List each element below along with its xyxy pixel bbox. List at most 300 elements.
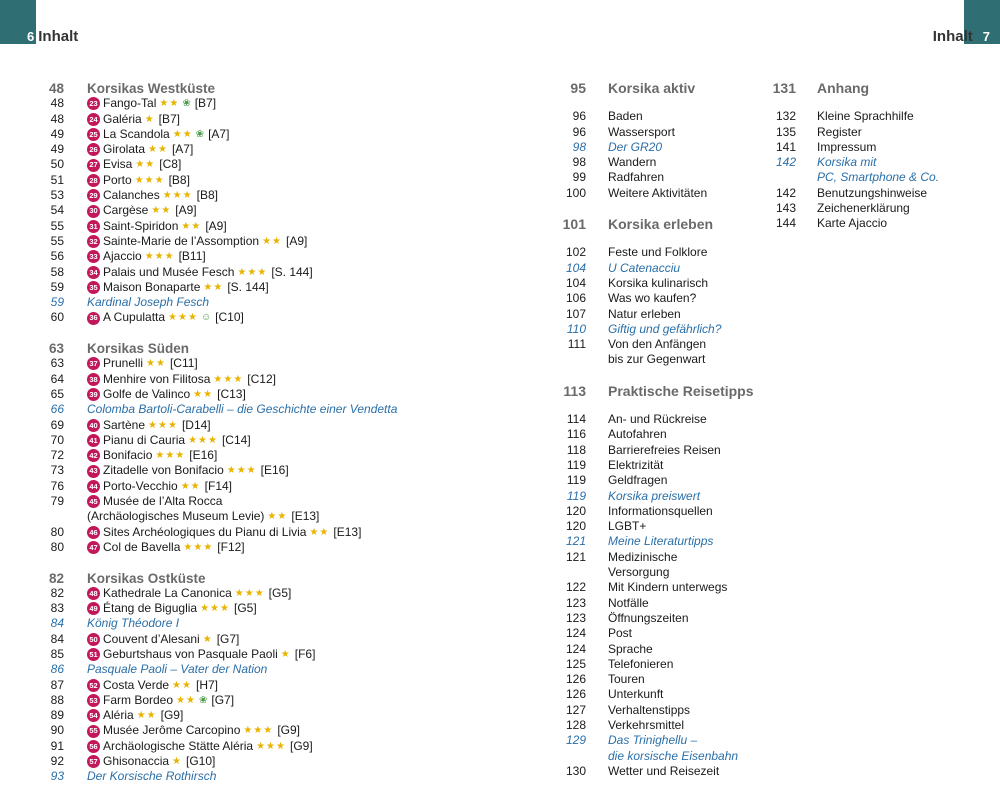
toc-entry[interactable] xyxy=(558,170,754,185)
section-heading[interactable] xyxy=(766,81,939,96)
entry-title: Korsikas Ostküste xyxy=(87,570,206,586)
entry-title: Zeichenerklärung xyxy=(817,201,910,216)
feature-entry[interactable] xyxy=(40,662,397,677)
rating-stars-icon: ★★★ xyxy=(168,312,198,324)
entry-title: Barrierefreies Reisen xyxy=(608,442,721,457)
toc-entry[interactable] xyxy=(40,142,397,157)
toc-entry[interactable] xyxy=(766,186,939,201)
toc-entry[interactable] xyxy=(40,678,397,693)
page-number: 121 xyxy=(565,549,586,564)
toc-entry[interactable] xyxy=(40,127,397,142)
toc-entry[interactable] xyxy=(766,125,939,140)
entry-title: Korsika aktiv xyxy=(608,80,696,96)
page-number: 127 xyxy=(565,702,586,717)
entry-title: Touren xyxy=(608,672,645,687)
rating-stars-icon: ★★★ xyxy=(243,725,274,737)
toc-entry[interactable] xyxy=(40,693,397,708)
page-number: 118 xyxy=(566,442,586,457)
entry-title: Kleine Sprachhilfe xyxy=(817,109,914,124)
page-number: 76 xyxy=(50,478,64,493)
sight-number-badge: 57 xyxy=(87,755,100,768)
toc-entry[interactable] xyxy=(766,201,939,216)
page-number: 87 xyxy=(50,677,64,692)
entry-title: Autofahren xyxy=(608,427,667,442)
page-number: 63 xyxy=(48,341,64,357)
rating-stars-icon: ★★ xyxy=(176,694,196,706)
page-number: 73 xyxy=(50,463,64,478)
sight-number-badge: 41 xyxy=(87,434,100,447)
entry-title: Calanches xyxy=(103,188,160,203)
feature-entry[interactable] xyxy=(40,616,397,631)
page-number: 82 xyxy=(50,585,64,600)
sight-number-badge: 50 xyxy=(87,633,100,646)
sight-number-badge: 27 xyxy=(87,159,100,172)
page-number: 141 xyxy=(775,139,796,154)
toc-entry[interactable] xyxy=(558,580,754,595)
toc-entry[interactable] xyxy=(558,412,754,427)
page-number: 70 xyxy=(50,432,64,447)
sight-number-badge: 52 xyxy=(87,679,100,692)
feature-entry[interactable] xyxy=(558,322,754,337)
toc-entry[interactable] xyxy=(40,525,397,540)
page-number: 142 xyxy=(775,155,796,170)
toc-entry[interactable] xyxy=(40,234,397,249)
toc-entry[interactable] xyxy=(40,739,397,754)
entry-title: Natur erleben xyxy=(608,306,681,321)
toc-entry[interactable] xyxy=(558,443,754,458)
page-number: 53 xyxy=(50,188,64,203)
entry-title: Cargèse xyxy=(103,203,149,218)
toc-entry[interactable] xyxy=(40,586,397,601)
toc-entry[interactable] xyxy=(558,764,754,779)
feature-entry[interactable] xyxy=(766,170,939,185)
entry-title: Verkehrsmittel xyxy=(608,717,685,732)
page-number: 98 xyxy=(572,155,586,170)
map-grid-reference: [C11] xyxy=(169,356,198,371)
entry-title: Wandern xyxy=(608,155,657,170)
entry-title: Der GR20 xyxy=(608,139,663,154)
toc-entry[interactable] xyxy=(558,245,754,260)
entry-title: Porto xyxy=(103,172,132,187)
entry-title: Étang de Biguglia xyxy=(103,601,198,616)
page-number: 69 xyxy=(50,417,64,432)
map-grid-reference: [B8] xyxy=(168,172,190,187)
toc-entry[interactable] xyxy=(558,611,754,626)
sight-number-badge: 42 xyxy=(87,449,100,462)
right-page-header xyxy=(933,28,990,45)
page-number: 82 xyxy=(48,570,64,586)
toc-entry[interactable] xyxy=(558,642,754,657)
sight-number-badge: 33 xyxy=(87,250,100,263)
page-number: 86 xyxy=(50,662,64,677)
page-number: 85 xyxy=(50,646,64,661)
page-number: 125 xyxy=(565,656,586,671)
feature-entry[interactable] xyxy=(40,402,397,417)
entry-title: Korsika erleben xyxy=(608,216,714,233)
entry-title: Korsikas Süden xyxy=(87,341,190,357)
entry-title: Kathedrale La Canonica xyxy=(103,585,232,600)
page-number: 116 xyxy=(566,427,586,442)
toc-entry[interactable] xyxy=(766,216,939,231)
rating-stars-icon: ★★ xyxy=(136,710,157,722)
rating-stars-icon: ★★★ xyxy=(183,541,214,553)
toc-entry[interactable] xyxy=(558,458,754,473)
sight-number-badge: 28 xyxy=(87,174,100,187)
entry-title: Verhaltenstipps xyxy=(608,702,691,717)
entry-title: Sites Archéologiques du Pianu di Livia xyxy=(103,524,307,539)
rating-stars-icon: ★ xyxy=(202,633,213,645)
page-number: 63 xyxy=(50,356,64,371)
entry-title: Prunelli xyxy=(103,356,144,371)
toc-entry[interactable] xyxy=(40,433,397,448)
page-number: 143 xyxy=(775,201,796,216)
entry-title: Archäologische Stätte Aléria xyxy=(103,738,254,753)
rating-stars-icon: ★★ xyxy=(172,679,192,691)
sight-number-badge: 38 xyxy=(87,373,100,386)
sight-number-badge: 36 xyxy=(87,312,100,325)
entry-title: Das Trinighellu – xyxy=(608,733,698,748)
entry-title: (Archäologisches Museum Levie) xyxy=(87,509,265,524)
toc-entry[interactable] xyxy=(40,708,397,723)
toc-entry[interactable] xyxy=(40,601,397,616)
page-number: 66 xyxy=(50,402,64,417)
map-grid-reference: [B8] xyxy=(196,188,218,203)
entry-title: Unterkunft xyxy=(608,687,664,702)
toc-entry[interactable] xyxy=(40,112,397,127)
toc-entry[interactable] xyxy=(558,155,754,170)
toc-entry[interactable] xyxy=(558,657,754,672)
page-number: 144 xyxy=(775,216,796,231)
feature-entry[interactable] xyxy=(558,534,754,549)
page-number: 96 xyxy=(572,109,586,124)
feature-entry[interactable] xyxy=(40,295,397,310)
map-grid-reference: [B7] xyxy=(194,96,217,111)
toc-entry[interactable] xyxy=(40,372,397,387)
section-heading[interactable] xyxy=(40,341,397,356)
entry-title: Porto-Vecchio xyxy=(103,478,178,493)
sight-number-badge: 40 xyxy=(87,419,100,432)
rating-stars-icon: ★★ xyxy=(203,281,224,293)
map-grid-reference: [C8] xyxy=(159,157,182,172)
page-number: 126 xyxy=(565,672,586,687)
entry-title: Mit Kindern unterwegs xyxy=(608,580,728,595)
sight-number-badge: 51 xyxy=(87,648,100,661)
toc-entry[interactable] xyxy=(558,109,754,124)
toc-entry[interactable] xyxy=(40,479,397,494)
highlight-icon: ❀ xyxy=(182,98,191,110)
map-grid-reference: [F6] xyxy=(294,646,316,661)
entry-title: die korsische Eisenbahn xyxy=(608,748,739,763)
toc-entry[interactable] xyxy=(558,687,754,702)
map-grid-reference: [G9] xyxy=(290,738,313,753)
map-grid-reference: [F12] xyxy=(217,539,245,554)
entry-title: Notfälle xyxy=(608,595,649,610)
page-number: 101 xyxy=(562,216,586,233)
map-grid-reference: [S. 144] xyxy=(271,264,313,279)
section-heading[interactable] xyxy=(40,81,397,96)
rating-stars-icon: ★★ xyxy=(193,388,214,400)
toc-entry[interactable] xyxy=(558,672,754,687)
page-number: 65 xyxy=(50,386,64,401)
map-grid-reference: [H7] xyxy=(195,677,218,692)
map-grid-reference: [G5] xyxy=(233,601,257,616)
entry-title: Aléria xyxy=(103,708,134,723)
page-number: 107 xyxy=(565,306,586,321)
rating-stars-icon: ★★ xyxy=(180,480,201,492)
toc-entry[interactable] xyxy=(558,186,754,201)
toc-entry[interactable] xyxy=(40,96,397,111)
page-number: 93 xyxy=(50,769,64,784)
entry-title: Weitere Aktivitäten xyxy=(608,185,708,200)
page-number: 123 xyxy=(565,610,586,625)
toc-entry[interactable] xyxy=(40,310,397,325)
rating-stars-icon: ★★★ xyxy=(226,465,257,477)
page-number: 48 xyxy=(50,96,64,111)
page-number: 83 xyxy=(50,601,64,616)
toc-entry[interactable] xyxy=(40,647,397,662)
page-number: 99 xyxy=(572,170,586,185)
map-grid-reference: [G7] xyxy=(211,692,235,707)
page-number: 126 xyxy=(565,687,586,702)
entry-title: Girolata xyxy=(103,142,146,157)
toc-entry[interactable] xyxy=(558,550,754,565)
entry-title: Pianu di Cauria xyxy=(103,432,186,447)
page-number: 113 xyxy=(563,382,586,399)
page-number: 88 xyxy=(50,692,64,707)
spacer xyxy=(558,368,754,384)
left-header-title: Inhalt xyxy=(38,28,79,45)
toc-column-regions xyxy=(40,81,397,785)
entry-title: Col de Bavella xyxy=(103,539,181,554)
map-grid-reference: [E16] xyxy=(260,463,289,478)
toc-entry[interactable] xyxy=(40,219,397,234)
toc-entry[interactable] xyxy=(40,448,397,463)
map-grid-reference: [E13] xyxy=(291,509,320,524)
toc-entry[interactable] xyxy=(40,280,397,295)
entry-title: Galéria xyxy=(103,111,142,126)
page-number: 114 xyxy=(566,412,586,427)
toc-entry[interactable] xyxy=(558,291,754,306)
page-number: 91 xyxy=(50,738,64,753)
toc-entry[interactable] xyxy=(766,140,939,155)
rating-stars-icon: ★★ xyxy=(267,511,288,523)
page-number: 120 xyxy=(565,503,586,518)
entry-title: Post xyxy=(608,626,633,641)
entry-title: An- und Rückreise xyxy=(608,412,707,427)
entry-title: Register xyxy=(817,124,862,139)
page-number: 80 xyxy=(50,524,64,539)
toc-entry[interactable] xyxy=(40,723,397,738)
toc-entry[interactable] xyxy=(558,125,754,140)
toc-entry[interactable] xyxy=(40,754,397,769)
rating-stars-icon: ★★ xyxy=(159,98,180,110)
map-grid-reference: [E13] xyxy=(333,524,362,539)
rating-stars-icon: ★★★ xyxy=(256,740,286,752)
toc-entry[interactable] xyxy=(558,519,754,534)
rating-stars-icon: ★★★ xyxy=(155,450,186,462)
toc-entry[interactable] xyxy=(558,504,754,519)
toc-entry[interactable] xyxy=(40,173,397,188)
page-number: 131 xyxy=(772,80,796,96)
page-number: 121 xyxy=(565,534,586,549)
sight-number-badge: 29 xyxy=(87,189,100,202)
rating-stars-icon: ★ xyxy=(144,113,155,125)
rating-stars-icon: ★★ xyxy=(151,205,172,217)
entry-title: Elektrizität xyxy=(608,457,664,472)
map-grid-reference: [G7] xyxy=(216,631,240,646)
map-grid-reference: [S. 144] xyxy=(227,279,269,294)
page-number: 129 xyxy=(565,733,586,748)
page-number: 80 xyxy=(50,539,64,554)
entry-title: Korsika preiswert xyxy=(608,488,701,503)
section-heading[interactable] xyxy=(558,217,754,232)
toc-entry[interactable] xyxy=(558,337,754,352)
entry-title: Farm Bordeo xyxy=(103,692,174,707)
page-number: 48 xyxy=(50,111,64,126)
rating-stars-icon: ★ xyxy=(172,756,183,768)
toc-entry[interactable] xyxy=(40,540,397,555)
page-number: 124 xyxy=(565,641,586,656)
entry-title: Versorgung xyxy=(608,565,670,580)
page-number: 84 xyxy=(50,616,64,631)
entry-title: U Catenacciu xyxy=(608,260,681,275)
section-heading[interactable] xyxy=(558,384,754,399)
highlight-icon: ❀ xyxy=(198,694,208,706)
entry-title: Ajaccio xyxy=(103,249,142,264)
toc-entry[interactable] xyxy=(40,509,397,524)
page-number: 92 xyxy=(50,754,64,769)
entry-title: Zitadelle von Bonifacio xyxy=(103,463,224,478)
toc-entry[interactable] xyxy=(40,632,397,647)
feature-entry[interactable] xyxy=(40,769,397,784)
entry-title: Impressum xyxy=(817,139,877,154)
toc-entry[interactable] xyxy=(558,718,754,733)
entry-title: Feste und Folklore xyxy=(608,245,708,260)
entry-title: Bonifacio xyxy=(103,448,153,463)
toc-entry[interactable] xyxy=(40,265,397,280)
toc-entry[interactable] xyxy=(558,626,754,641)
rating-stars-icon: ★★ xyxy=(181,220,202,232)
section-heading[interactable] xyxy=(40,571,397,586)
map-grid-reference: [G9] xyxy=(277,723,300,738)
toc-entry[interactable] xyxy=(558,596,754,611)
toc-entry[interactable] xyxy=(40,203,397,218)
sight-number-badge: 34 xyxy=(87,266,100,279)
sight-number-badge: 47 xyxy=(87,541,100,554)
entry-title: Kardinal Joseph Fesch xyxy=(87,295,210,310)
entry-title: Medizinische xyxy=(608,549,678,564)
rating-stars-icon: ★★★ xyxy=(188,434,218,446)
toc-entry[interactable] xyxy=(558,473,754,488)
sight-number-badge: 25 xyxy=(87,128,100,141)
rating-stars-icon: ★★ xyxy=(146,358,166,370)
page-number: 48 xyxy=(48,81,64,96)
toc-entry[interactable] xyxy=(40,356,397,371)
spacer xyxy=(40,326,397,341)
entry-title: Anhang xyxy=(817,80,870,96)
map-grid-reference: [E16] xyxy=(189,448,218,463)
page-number: 54 xyxy=(50,203,64,218)
toc-entry[interactable] xyxy=(40,157,397,172)
entry-title: Golfe de Valinco xyxy=(103,386,191,401)
page-number: 51 xyxy=(50,172,64,187)
toc-entry[interactable] xyxy=(558,276,754,291)
toc-entry[interactable] xyxy=(40,463,397,478)
rating-stars-icon: ★★★ xyxy=(134,174,165,186)
map-grid-reference: [A7] xyxy=(171,142,194,157)
sight-number-badge: 30 xyxy=(87,205,100,218)
sight-number-badge: 31 xyxy=(87,220,100,233)
entry-title: Sartène xyxy=(103,417,146,432)
section-heading[interactable] xyxy=(558,81,754,96)
feature-entry[interactable] xyxy=(558,749,754,764)
toc-entry[interactable] xyxy=(558,352,754,367)
feature-entry[interactable] xyxy=(558,261,754,276)
feature-entry[interactable] xyxy=(558,140,754,155)
entry-title: Radfahren xyxy=(608,170,665,185)
page-number: 119 xyxy=(566,457,586,472)
toc-entry[interactable] xyxy=(40,249,397,264)
rating-stars-icon: ★★★ xyxy=(200,603,230,615)
page-number: 79 xyxy=(50,494,64,509)
entry-title: Costa Verde xyxy=(103,677,170,692)
toc-entry[interactable] xyxy=(766,109,939,124)
toc-entry[interactable] xyxy=(558,565,754,580)
map-grid-reference: [A9] xyxy=(205,218,227,233)
entry-title: Wassersport xyxy=(608,124,675,139)
toc-entry[interactable] xyxy=(40,188,397,203)
map-grid-reference: [D14] xyxy=(181,417,211,432)
entry-title: Musée de l’Alta Rocca xyxy=(103,494,223,509)
sight-number-badge: 54 xyxy=(87,709,100,722)
rating-stars-icon: ★★ xyxy=(262,235,283,247)
entry-title: Giftig und gefährlich? xyxy=(608,321,722,336)
rating-stars-icon: ★★ xyxy=(309,526,330,538)
entry-title: A Cupulatta xyxy=(103,310,166,325)
entry-title: Sprache xyxy=(608,641,653,656)
toc-entry[interactable] xyxy=(40,418,397,433)
page-number: 50 xyxy=(50,157,64,172)
toc-entry[interactable] xyxy=(40,387,397,402)
sight-number-badge: 39 xyxy=(87,388,100,401)
feature-entry[interactable] xyxy=(558,489,754,504)
toc-entry[interactable] xyxy=(558,307,754,322)
page-number: 120 xyxy=(565,519,586,534)
sight-number-badge: 35 xyxy=(87,281,100,294)
map-grid-reference: [B7] xyxy=(158,111,181,126)
page-number: 59 xyxy=(50,279,64,294)
toc-entry[interactable] xyxy=(558,427,754,442)
entry-title: Karte Ajaccio xyxy=(817,216,888,231)
rating-stars-icon: ★★ xyxy=(148,144,168,156)
feature-entry[interactable] xyxy=(558,733,754,748)
highlight-icon: ❀ xyxy=(195,128,205,140)
toc-entry[interactable] xyxy=(40,494,397,509)
page-number: 142 xyxy=(775,185,796,200)
rating-stars-icon: ★★ xyxy=(172,128,193,140)
page-number: 100 xyxy=(565,185,586,200)
entry-title: Von den Anfängen xyxy=(608,337,707,352)
entry-title: Informationsquellen xyxy=(608,503,713,518)
feature-entry[interactable] xyxy=(766,155,939,170)
toc-entry[interactable] xyxy=(558,703,754,718)
map-grid-reference: [G10] xyxy=(186,754,216,769)
entry-title: LGBT+ xyxy=(608,519,647,534)
entry-title: Fango-Tal xyxy=(103,96,157,111)
entry-title: Musée Jerôme Carcopino xyxy=(103,723,241,738)
entry-title: Sainte-Marie de l’Assomption xyxy=(103,233,260,248)
page-number: 132 xyxy=(775,109,796,124)
